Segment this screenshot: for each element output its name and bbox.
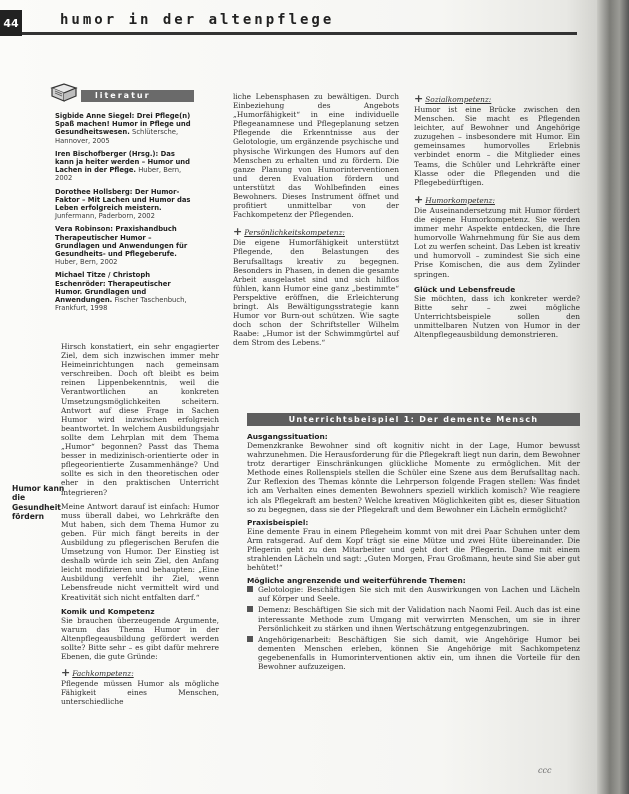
literature-box (45, 82, 195, 334)
sub-heading: Fachkompetenz: (72, 669, 134, 679)
literature-publisher: Junfermann, Paderborn, 2002 (55, 212, 155, 221)
bullet-square-icon (247, 606, 253, 612)
paragraph: Demenzkranke Bewohner sind oft kognitiv nicht in der Lage, Humor bewusst wahrzunehmen. Die Herausforderung für die Pflegekraft liegt nun darin, dem Bewohner trotz derartiger Einschränkungen glückliche Momente zu ermöglichen. Mit der Methode eines Rollenspiels stellen die Schüler eine Szene aus dem Berufsalltag nach. Zur Reflexion des Themas könnte die Lehrperson folgende Fragen stellen: Was findet ich am Verhalten eines dementen Bewohners speziell wirklich komisch? Wie reagiere ich als Pflegekraft am besten? Welche kreativen Möglichkeiten gibt es, dieser Situation so zu begegnen, dass sie der Pflegekraft und dem Bewohner ein Lächeln ermöglicht? (247, 441, 580, 514)
paragraph: Die Auseinandersetzung mit Humor fördert die eigene Humorkompetenz. Sie werden immer mehr Aspekte entdecken, die Ihre humorvolle Wahrnehmung für Sie aus dem Lot zu werfen scheint. Das Leben ist kreativ und humorvoll – zumindest Sie sich eine Prise Komischen, die aus dem Zylinder springen. (414, 205, 580, 279)
bullet-square-icon (247, 636, 253, 642)
literature-title: Vera Robinson: Praxishandbuch Therapeutischer Humor – Grundlagen und Anwendungen für Gesundheits- und Pflegeberufe. (55, 225, 188, 259)
header-rule (22, 32, 577, 35)
paragraph: Sie möchten, dass ich konkreter werde? Bitte sehr – zwei mögliche Unterrichtsbeispiele sollen den unmittelbaren Nutzen von Humor in der Altenpflegeausbildung demonstrieren. (414, 293, 580, 339)
running-head: humor in der altenpflege (60, 12, 335, 28)
column-3 (414, 92, 580, 344)
paragraph: Pflegende müssen Humor als mögliche Fähigkeit eines Menschen, unterschiedliche (61, 679, 219, 707)
section-heading: Mögliche angrenzende und weiterführende Themen: (247, 576, 466, 586)
book-icon (49, 82, 79, 106)
list-item (247, 585, 580, 603)
handwritten-mark: ccc (538, 766, 552, 775)
literature-publisher: Schlütersche, Hannover, 2005 (55, 128, 179, 145)
column-2 (233, 92, 399, 352)
section-heading: Komik und Kompetenz (61, 606, 155, 616)
plus-marker-icon: + (414, 92, 424, 105)
literature-title: Sigbide Anne Siegel: Drei Pflege(n) Spaß machen! Humor in Pflege und Gesundheitswesen. (55, 112, 191, 137)
literature-heading: literatur (81, 90, 194, 102)
paragraph: Die eigene Humorfähigkeit unterstützt Pflegende, den Belastungen des Berufsalltags kreativ zu begegnen. Besonders in Phasen, in denen die gesamte Arbeit ausgelastet sind und sich hilflos fühlen, kann Humor eine ganz „bestimmte“ Perspektive eröffnen, die Erleichterung bringt. Als Bewältigungsstrategie kann Humor vor Burn-out schützen. Wie sagte doch schon der Schriftsteller Wilhelm Raabe: „Humor ist der Schwimmgürtel auf dem Strom des Lebens.“ (233, 238, 399, 348)
plus-marker-icon: + (414, 192, 424, 206)
bullet-square-icon (247, 586, 253, 592)
literature-entry (55, 188, 195, 221)
list-item (247, 635, 580, 671)
literature-title: Dorothee Hollsberg: Der Humor-Faktor – Mit Lachen und Humor das Leben erfolgreich meistern. (55, 187, 191, 213)
section-heading: Praxisbeispiel: (247, 517, 309, 527)
margin-note: Humor kann die Gesundheit fördern (12, 484, 65, 522)
section-heading: Glück und Lebensfreude (414, 284, 516, 294)
lesson-heading: Unterrichtsbeispiel 1: Der demente Mensch (247, 413, 580, 426)
paragraph: Humor ist eine Brücke zwischen den Menschen. Sie macht es Pflegenden leichter, auf Bewohner und Angehörige zuzugehen – insbesondere mit Humor. Ein gemeinsames humorvolles Erlebnis verbindet enorm – die Mitglieder eines Teams, die Schüler und Lehrkräfte einer Klasse oder die Pflegenden und die Pflegebedürftigen. (414, 105, 580, 187)
literature-title: Iren Bischofberger (Hrsg.): Das kann ja heiter werden – Humor und Lachen in der Pflege. (55, 149, 191, 175)
sub-heading: Sozialkompetenz: (425, 95, 492, 104)
paragraph: Sie brauchen überzeugende Argumente, warum das Thema Humor in der Altenpflegeausbildung gefördert werden sollte? Bitte sehr – es gibt dafür mehrere Ebenen, die gute Gründe: (61, 615, 219, 661)
paragraph: Meine Antwort darauf ist einfach: Humor muss überall dabei, wo Lehrkräfte den Mut haben, sich dem Thema Humor zu geben. Für mich fängt bereits in der Ausbildung zu pflegerischen Berufen die Umsetzung von Humor. Der Einstieg ist deshalb würde ich sein Ziel, den Anfang leicht modifizieren und behaupten: „Eine Ausbildung verfehlt ihr Ziel, wenn Lebensfreude nicht vermittelt wird und Kreativität sich nicht entfalten darf.“ (61, 501, 219, 602)
literature-publisher: Huber, Bern, 2002 (55, 166, 182, 183)
literature-publisher: Huber, Bern, 2002 (55, 258, 118, 267)
literature-publisher: Fischer Taschenbuch, Frankfurt, 1998 (55, 296, 187, 313)
literature-entry (55, 271, 195, 312)
sub-heading: Humorkompetenz: (425, 195, 495, 205)
column-1 (61, 342, 219, 711)
plus-marker-icon: + (61, 666, 71, 680)
literature-title: Michael Titze / Christoph Eschenröder: Therapeutischer Humor. Grundlagen und Anwendungen. (55, 271, 171, 305)
list-item-text: Demenz: Beschäftigen Sie sich mit der Validation nach Naomi Feil. Auch das ist eine interessante Methode zum Umgang mit verwirrten Menschen, um sie in ihrer Persönlichkeit zu stärken und ihnen Wertschätzung entgegenzubringen. (258, 605, 580, 633)
lesson-box (247, 432, 580, 673)
section-heading: Ausgangssituation: (247, 432, 328, 441)
list-item-text: Gelotologie: Beschäftigen Sie sich mit den Auswirkungen von Lachen und Lächeln auf Körper und Seele. (258, 585, 580, 604)
page-number: 44 (0, 10, 22, 36)
list-item-text: Angehörigenarbeit: Beschäftigen Sie sich damit, wie Angehörige Humor bei dementen Menschen erleben, können Sie Angehörige mit Sachkompetenz gegebenenfalls in Humorinterventionen aktiv ein, um ihnen die Vorteile für den Bewohner aufzuzeigen. (258, 634, 580, 671)
paragraph: Eine demente Frau in einem Pflegeheim kommt von mit drei Paar Schuhen unter dem Arm ratsgerad. Auf dem Kopf trägt sie eine Mütze und zwei Hüte übereinander. Die Pflegerin geht zu den Mitarbeiter und geht dort die Pflegerin. Dame mit einem strahlenden Lächeln und sagt: „Guten Morgen, Frau Großmann, heute sind Sie aber gut behütet!“ (247, 526, 580, 573)
paragraph: Hirsch konstatiert, ein sehr engagierter Ziel, dem sich inzwischen immer mehr Heimeinrichtungen nach gemeinsam verschreiben. Doch oft bleibt es beim reinen Lippenbekenntnis, weil die Verantwortlichen an konkreten Umsetzungsmöglichkeiten scheitern. Antwort auf diese Frage in Sachen Humor wird inzwischen erfolgreich beantwortet. In welchem Ausbildungsjahr sollte dem Lehrplan mit dem Thema „Humor“ begonnen? Passt das Thema besser in medizinisch-orientierte oder in pflegeorientierte Zusammenhänge? Und sollte es sich in den theoretischen oder eher in den praktischen Unterricht integrieren? (61, 342, 219, 497)
literature-entry (55, 112, 195, 145)
sub-heading: Persönlichkeitskompetenz: (244, 228, 345, 238)
literature-list (55, 112, 195, 317)
page-edge-shadow (597, 0, 629, 794)
list-item (247, 605, 580, 632)
paragraph: liche Lebensphasen zu bewältigen. Durch Einbeziehung des Angebots „Humorfähigkeit“ in eine individuelle Pflegeanamnese und Pflegeplanung setzen Pflegende die Erkenntnisse aus der Gelotologie, um ergänzende psychische und physische Wirkungen des Humors auf den Menschen zu erhalten und zu fördern. Die ganze Planung von Humorinterventionen und deren Evaluation fördern und unterstützt das Wohlbefinden eines Bewohners. Dieses Instrument öffnet und profitiert unmittelbar von der Fachkompetenz der Pflegenden. (233, 92, 399, 220)
plus-marker-icon: + (233, 225, 243, 239)
literature-entry (55, 150, 195, 183)
literature-entry (55, 225, 195, 266)
